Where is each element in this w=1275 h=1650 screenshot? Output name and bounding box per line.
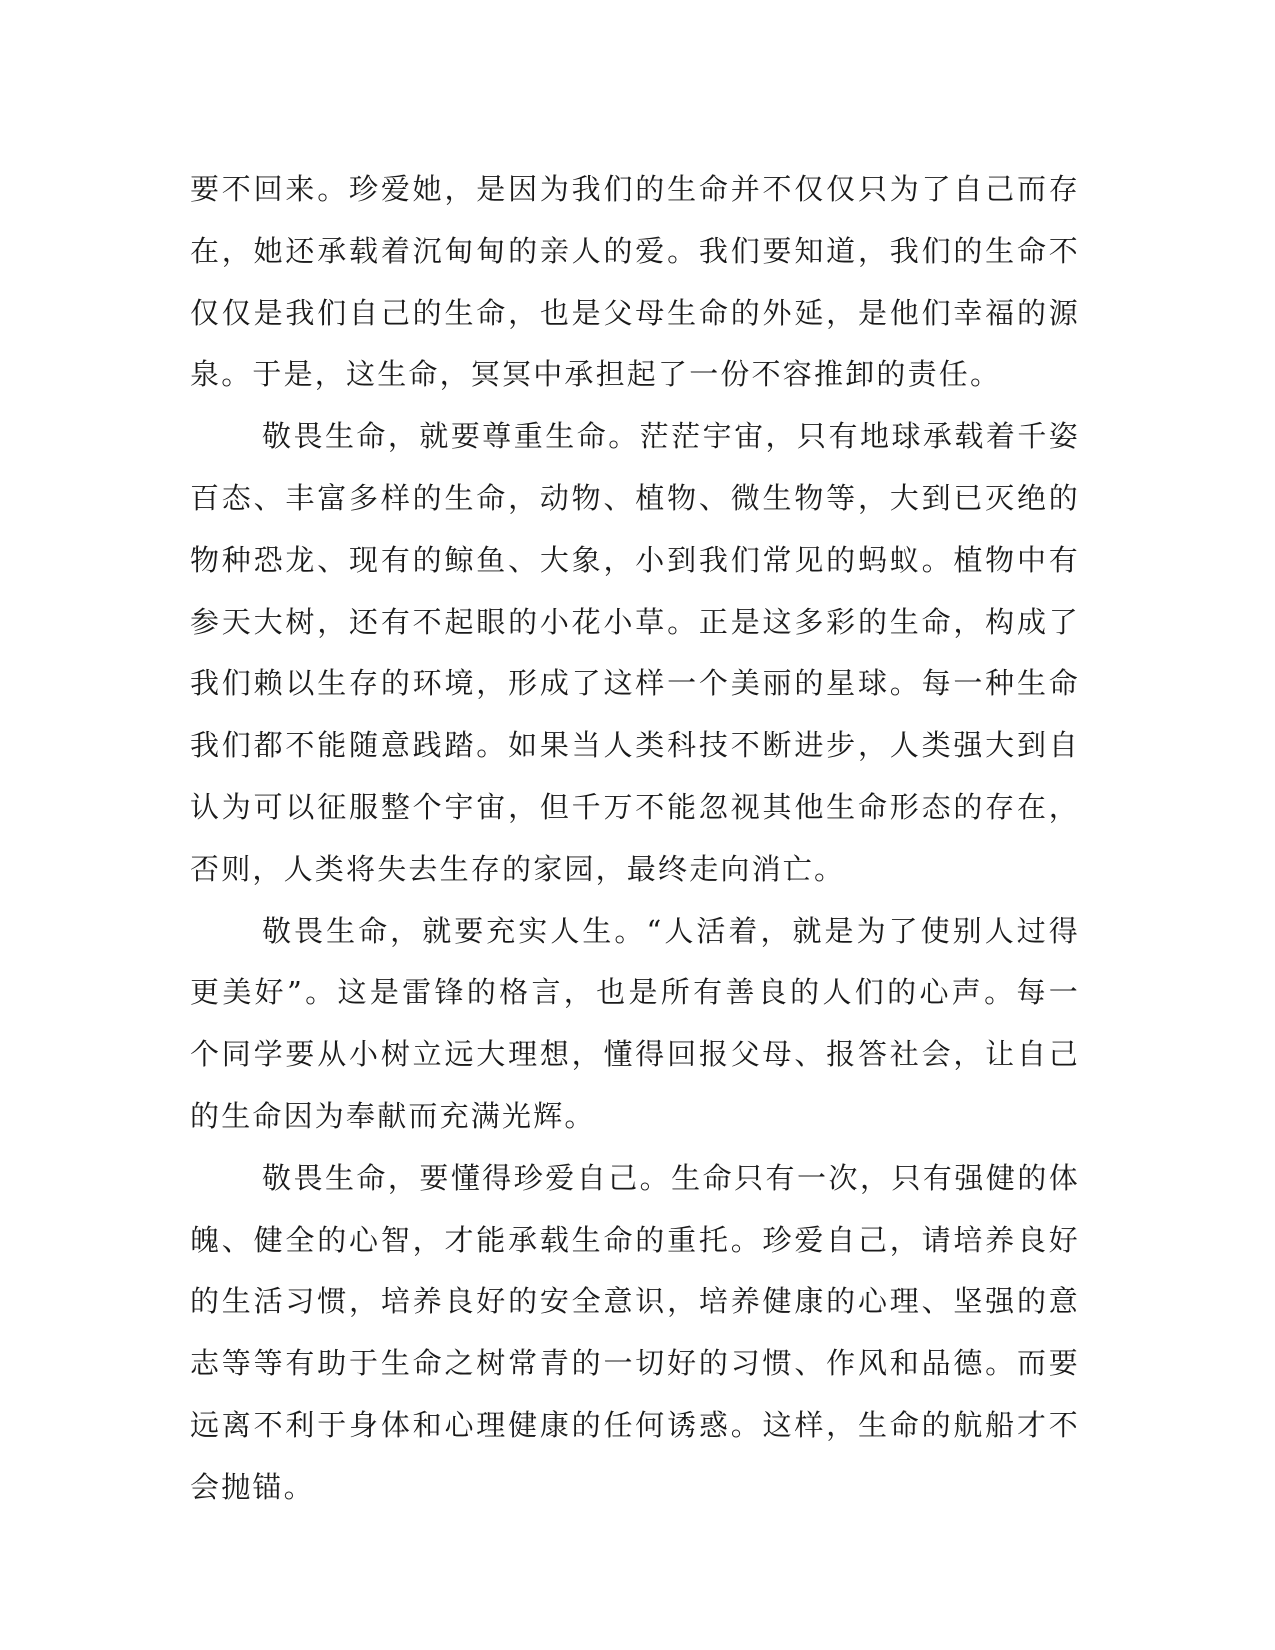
paragraph-1: 要不回来。珍爱她，是因为我们的生命并不仅仅只为了自己而存在，她还承载着沉甸甸的亲人的爱。我们要知道，我们的生命不仅仅是我们自己的生命，也是父母生命的外延，是他们幸福的源泉。于是，这生命，冥冥中承担起了一份不容推卸的责任。 — [190, 172, 1080, 392]
body-text — [190, 159, 1080, 1519]
paragraph-4: 敬畏生命，要懂得珍爱自己。生命只有一次，只有强健的体魄、健全的心智，才能承载生命的重托。珍爱自己，请培养良好的生活习惯，培养良好的安全意识，培养健康的心理、坚强的意志等等有助于生命之树常青的一切好的习惯、作风和品德。而要远离不利于身体和心理健康的任何诱惑。这样，生命的航船才不会抛锚。 — [190, 1160, 1080, 1504]
paragraph-2: 敬畏生命，就要尊重生命。茫茫宇宙，只有地球承载着千姿百态、丰富多样的生命，动物、植物、微生物等，大到已灭绝的物种恐龙、现有的鲸鱼、大象，小到我们常见的蚂蚁。植物中有参天大树，还有不起眼的小花小草。正是这多彩的生命，构成了我们赖以生存的环境，形成了这样一个美丽的星球。每一种生命我们都不能随意践踏。如果当人类科技不断进步，人类强大到自认为可以征服整个宇宙，但千万不能忽视其他生命形态的存在，否则，人类将失去生存的家园，最终走向消亡。 — [190, 419, 1080, 886]
paragraph-3: 敬畏生命，就要充实人生。“人活着，就是为了使别人过得更美好”。这是雷锋的格言，也是所有善良的人们的心声。每一个同学要从小树立远大理想，懂得回报父母、报答社会，让自己的生命因为奉献而充满光辉。 — [190, 913, 1080, 1133]
